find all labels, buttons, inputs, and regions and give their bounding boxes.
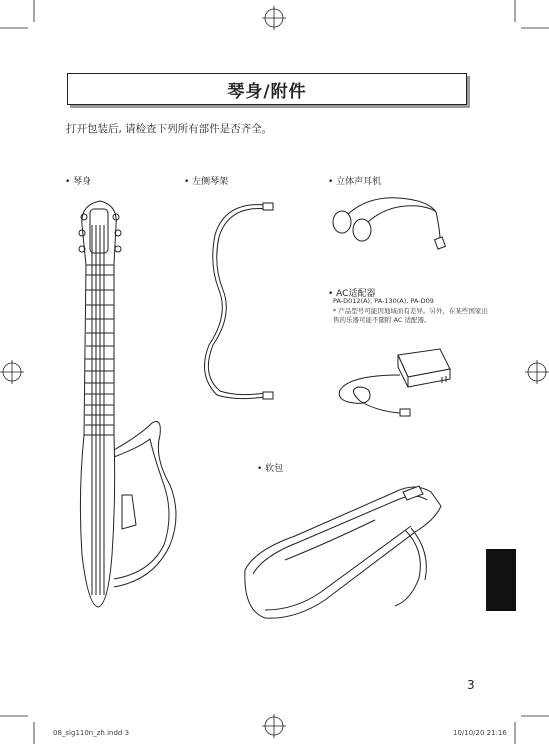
headphones-illustration (328, 190, 468, 260)
page-number: 3 (467, 678, 475, 692)
item-label-left-frame: • 左侧琴架 (184, 177, 229, 187)
ac-note: * 产品型号可能因地域而有差异。另外，在某些国家出售的乐器可能不随附 AC 适配器。 (333, 307, 488, 324)
item-label-soft-case: • 软包 (257, 464, 284, 474)
left-frame-illustration (195, 195, 280, 405)
slug-timestamp: 10/10/20 21:16 (453, 729, 507, 737)
item-label-headphones: • 立体声耳机 (328, 177, 382, 187)
ac-adaptor-illustration (330, 335, 460, 425)
slug-filename: 08_slg110n_zh.indd 3 (53, 729, 130, 737)
soft-case-illustration (235, 470, 450, 640)
ac-model-list: PA-D012(A), PA-130(A), PA-D09 (333, 297, 434, 305)
title-box (67, 73, 467, 105)
intro-text: 打开包装后, 请检查下列所有部件是否齐全。 (66, 123, 273, 135)
section-tab (486, 549, 516, 611)
item-label-ac-adaptor: • AC适配器 (328, 289, 376, 299)
item-label-guitar-body: • 琴身 (65, 177, 92, 187)
guitar-illustration (60, 195, 180, 615)
page-title: 琴身/附件 (227, 81, 307, 102)
